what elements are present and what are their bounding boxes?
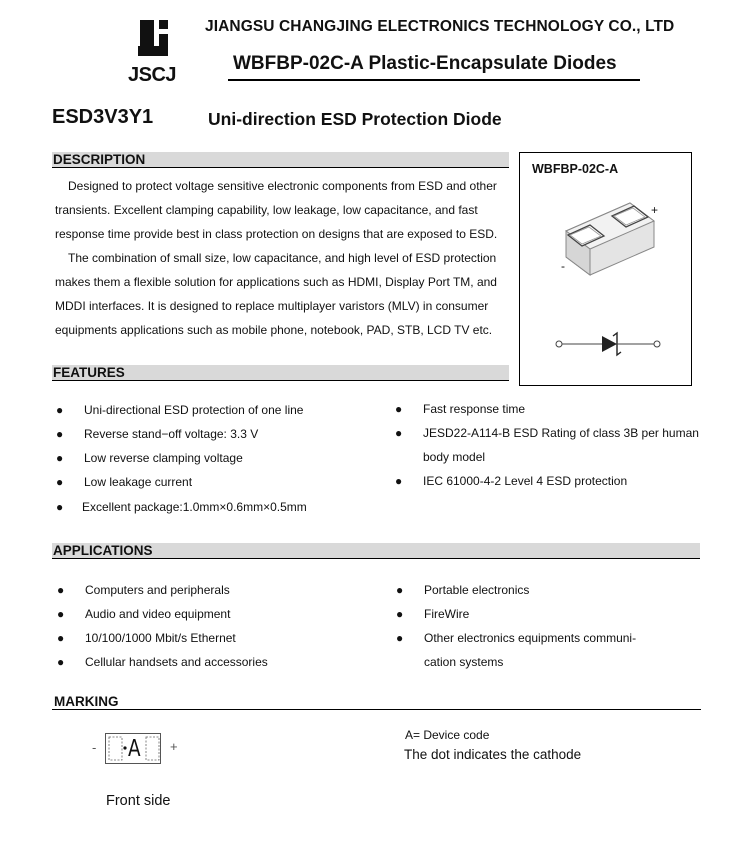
application-item: FireWire [424, 607, 470, 621]
bullet-icon: ● [57, 583, 65, 597]
marking-heading: MARKING [54, 694, 119, 709]
applications-heading: APPLICATIONS [53, 543, 153, 558]
feature-item: JESD22-A114-B ESD Rating of class 3B per human [423, 426, 699, 440]
feature-item: Excellent package:1.0mm×0.6mm×0.5mm [82, 500, 307, 514]
features-heading: FEATURES [53, 365, 125, 380]
feature-item: Low reverse clamping voltage [84, 451, 243, 465]
front-side-label: Front side [106, 793, 171, 809]
cathode-note: The dot indicates the cathode [404, 747, 582, 762]
feature-item: Low leakage current [84, 475, 193, 489]
bullet-icon: ● [56, 427, 64, 441]
feature-item: Uni-directional ESD protection of one line [84, 403, 304, 417]
application-item: Computers and peripherals [85, 583, 230, 597]
title-underline [228, 79, 640, 81]
application-item: 10/100/1000 Mbit/s Ethernet [85, 631, 236, 645]
company-name: JIANGSU CHANGJING ELECTRONICS TECHNOLOGY CO., LTD [205, 18, 675, 35]
marking-header [52, 694, 701, 710]
description-line: MDDI interfaces. It is designed to replace multiplayer varistors (MLV) in consumer [55, 299, 489, 313]
marking-plus-label: + [170, 739, 178, 754]
applications-header [52, 543, 700, 559]
bullet-icon: ● [396, 631, 404, 645]
description-line: equipments applications such as mobile phone, notebook, PAD, STB, LCD TV etc. [55, 323, 493, 337]
description-line: The combination of small size, low capacitance, and high level of ESD protection [68, 251, 497, 265]
feature-item: IEC 61000-4-2 Level 4 ESD protection [423, 474, 628, 488]
application-item: Audio and video equipment [85, 607, 231, 621]
description-line: response time provide best in class protection on designs that are exposed to ESD. [55, 227, 498, 241]
bullet-icon: ● [57, 631, 65, 645]
application-item: Other electronics equipments communi- [424, 631, 637, 645]
description-heading: DESCRIPTION [53, 152, 146, 167]
feature-item: body model [423, 450, 486, 464]
part-number: ESD3V3Y1 [52, 106, 154, 128]
description-line: Designed to protect voltage sensitive electronic components from ESD and other [68, 179, 497, 193]
description-line: transients. Excellent clamping capability, low leakage, low capacitance, and fast [55, 203, 478, 217]
application-item: Portable electronics [424, 583, 530, 597]
package-drawing [520, 153, 693, 387]
package-plus-label: + [651, 203, 659, 217]
description-header [52, 152, 509, 168]
bullet-icon: ● [395, 402, 403, 416]
bullet-icon: ● [396, 583, 404, 597]
marking-minus-label: - [92, 740, 97, 755]
marking-diagram [105, 733, 161, 764]
bullet-icon: ● [56, 403, 64, 417]
marking-code: A [128, 736, 141, 762]
bullet-icon: ● [56, 500, 64, 514]
application-item: Cellular handsets and accessories [85, 655, 268, 669]
bullet-icon: ● [56, 451, 64, 465]
bullet-icon: ● [395, 426, 403, 440]
bullet-icon: ● [56, 475, 64, 489]
part-subtitle: Uni-direction ESD Protection Diode [208, 109, 502, 129]
package-minus-label: - [561, 259, 565, 273]
features-header [52, 365, 509, 381]
application-item: cation systems [424, 655, 504, 669]
document-title: WBFBP-02C-A Plastic-Encapsulate Diodes [233, 53, 617, 74]
feature-item: Reverse stand−off voltage: 3.3 V [84, 427, 259, 441]
description-line: makes them a flexible solution for applications such as HDMI, Display Port TM, and [55, 275, 497, 289]
bullet-icon: ● [395, 474, 403, 488]
logo-text: JSCJ [128, 64, 177, 86]
bullet-icon: ● [396, 607, 404, 621]
bullet-icon: ● [57, 655, 65, 669]
device-code-note: A= Device code [405, 728, 490, 742]
bullet-icon: ● [57, 607, 65, 621]
package-title: WBFBP-02C-A [532, 162, 619, 176]
package-box [519, 152, 692, 386]
feature-item: Fast response time [423, 402, 526, 416]
